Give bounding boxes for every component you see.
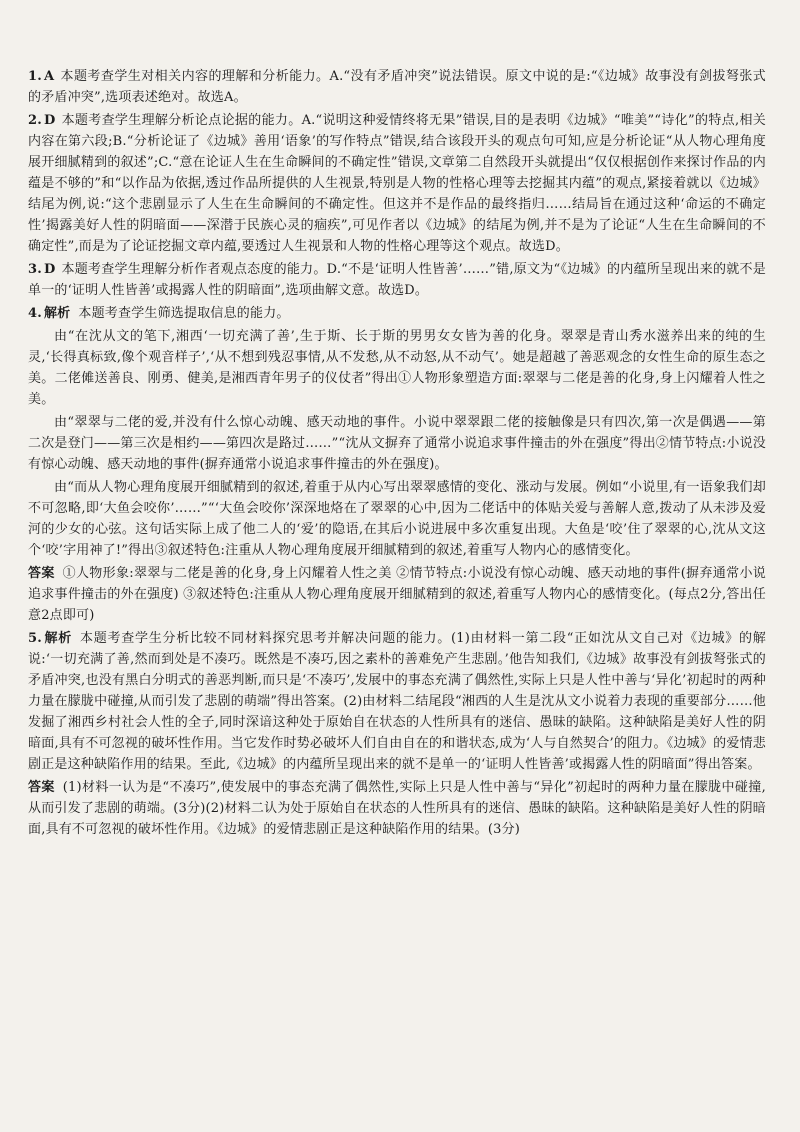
question-5-explanation <box>28 628 766 775</box>
question-4-answer-tag: 答案 <box>28 566 55 581</box>
question-5-text: 本题考查学生分析比较不同材料探究思考并解决问题的能力。(1)由材料一第二段“正如沈从文自己对《边城》的解说:‘一切充满了善,然而到处是不凑巧。既然是不凑巧,因之素朴的善难免产生悲剧。’他告知我们,《边城》故事没有剑拔弩张式的矛盾冲突,也没有黑白分明式的善恶判断,而只是‘不凑巧’,发展中的事态充满了偶然性,实际上只是人性中善与‘异化’初起时的两种力量在朦胧中碰撞,从而引发了悲剧的萌端”得出答案。(2)由材料二结尾段“湘西的人生是沈从文小说着力表现的重要部分……他发掘了湘西乡村社会人性的全子,同时深谙这种处于原始自在状态的人性所具有的迷信、愚昧的缺陷。这种缺陷是美好人性的阴暗面,具有不可忽视的破坏性作用。当它发作时势必破坏人们自由自在的和谐状态,成为‘人与自然契合’的阻力。《边城》的爱情悲剧正是这种缺陷作用的结果。至此,《边城》的内蕴所呈现出来的就不是单一的‘证明人性皆善’或揭露人性的阴暗面”得出答案。 <box>28 631 766 772</box>
question-4-paragraph-3: 由“而从人物心理角度展开细腻精到的叙述,着重于从内心写出翠翠感情的变化、涨动与发展。例如“小说里,有一语象我们却不可忽略,即‘大鱼会咬你’……”“‘大鱼会咬你’深深地烙在了翠翠的心中,因为二佬话中的体贴关爱与善解人意,拨动了从未涉及爱河的少女的心弦。这句话实际上成了他二人的‘爱’的隐语,在其后小说进展中多次重复出现。大鱼是‘咬’住了翠翠的心,沈从文这个‘咬’字用神了!”得出③叙述特色:注重从人物心理角度展开细腻精到的叙述,着重写人物内心的感情变化。 <box>28 480 766 558</box>
question-2-answer: D <box>43 113 56 128</box>
question-4-number: 4. <box>28 306 42 321</box>
question-3-answer: D <box>43 262 56 277</box>
question-1-explanation <box>28 66 766 108</box>
question-2-explanation <box>28 110 766 257</box>
question-4-analysis-tag: 解析 <box>43 306 71 321</box>
question-3-number: 3. <box>28 262 42 277</box>
question-1-number: 1. <box>28 69 42 84</box>
question-4-paragraph-2: 由“翠翠与二佬的爱,并没有什么惊心动魄、感天动地的事件。小说中翠翠跟二佬的接触像是只有四次,第一次是偶遇——第二次是登门——第三次是相约——第四次是路过……”“沈从文摒弃了通常小说追求事件撞击的外在强度”得出②情节特点:小说没有惊心动魄、感天动地的事件(摒弃通常小说追求事件撞击的外在强度)。 <box>28 415 766 472</box>
question-5-answer-tag: 答案 <box>28 780 55 795</box>
question-5-answer-text: (1)材料一认为是“不凑巧”,使发展中的事态充满了偶然性,实际上只是人性中善与“异化”初起时的两种力量在朦胧中碰撞,从而引发了悲剧的萌端。(3分)(2)材料二认为处于原始自在状态的人性所具有的迷信、愚昧的缺陷。这种缺陷是美好人性的阴暗面,具有不可忽视的破坏性作用。《边城》的爱情悲剧正是这种缺陷作用的结果。(3分) <box>28 780 766 837</box>
question-4-answer <box>28 563 766 626</box>
question-4-header <box>28 303 766 324</box>
question-4-paragraph-1: 由“在沈从文的笔下,湘西‘一切充满了善’,生于斯、长于斯的男男女女皆为善的化身。翠翠是青山秀水滋养出来的纯的生灵,‘长得真标致,像个观音样子’,‘从不想到残忍事情,从不发愁,从不动怒,从不动气’。她是超越了善恶观念的女性生命的原生态之美。二佬傩送善良、刚勇、健美,是湘西青年男子的仪仗者”得出①人物形象塑造方面:翠翠与二佬是善的化身,身上闪耀着人性之美。 <box>28 329 766 407</box>
question-5-answer <box>28 777 766 840</box>
question-3-text: 本题考查学生理解分析作者观点态度的能力。D.“不是‘证明人性皆善’……”错,原文为“《边城》的内蕴所呈现出来的就不是单一的‘证明人性皆善’或揭露人性的阴暗面”,选项曲解文意。故选D。 <box>28 262 766 298</box>
question-1-text: 本题考查学生对相关内容的理解和分析能力。A.“没有矛盾冲突”说法错误。原文中说的是:“《边城》故事没有剑拔弩张式的矛盾冲突”,选项表述绝对。故选A。 <box>28 69 766 105</box>
question-1-answer: A <box>43 69 55 84</box>
question-5-number: 5. <box>28 631 42 646</box>
question-5-analysis-tag: 解析 <box>43 631 73 646</box>
question-4-answer-text: ①人物形象:翠翠与二佬是善的化身,身上闪耀着人性之美 ②情节特点:小说没有惊心动魄、感天动地的事件(摒弃通常小说追求事件撞击的外在强度) ③叙述特色:注重从人物心理角度展开细腻精到的叙述,着重写人物内心的感情变化。(每点2分,答出任意2点即可) <box>28 566 766 623</box>
question-3-explanation <box>28 259 766 301</box>
question-2-number: 2. <box>28 113 42 128</box>
question-4-intro: 本题考查学生筛选提取信息的能力。 <box>78 306 290 321</box>
question-2-text: 本题考查学生理解分析论点论据的能力。A.“说明这种爱情终将无果”错误,目的是表明《边城》“唯美”“诗化”的特点,相关内容在第六段;B.“分析论证了《边城》善用‘语象’的写作特点”错误,结合该段开头的观点句可知,应是分析论证“从人物心理角度展开细腻精到的叙述”;C.“意在论证人生在生命瞬间的不确定性”错误,文章第二自然段开头就提出“仅仅根据创作来探讨作品的内蕴是不够的”和“以作品为依据,透过作品所提供的人生视景,特别是人物的性格心理等去挖掘其内蕴”的观点,紧接着就以《边城》结尾为例,说:“这个悲剧显示了人生在生命瞬间的不确定性。但这并不是作品的最终指归……结局旨在通过这种‘命运的不确定性’揭露美好人性的阴暗面——深潜于民族心灵的痼疾”,可见作者以《边城》的结尾为例,并不是为了论证“人生在生命瞬间的不确定性”,而是为了论证挖掘文章内蕴,要透过人生视景和人物的性格心理等这个观点。故选D。 <box>28 113 766 254</box>
